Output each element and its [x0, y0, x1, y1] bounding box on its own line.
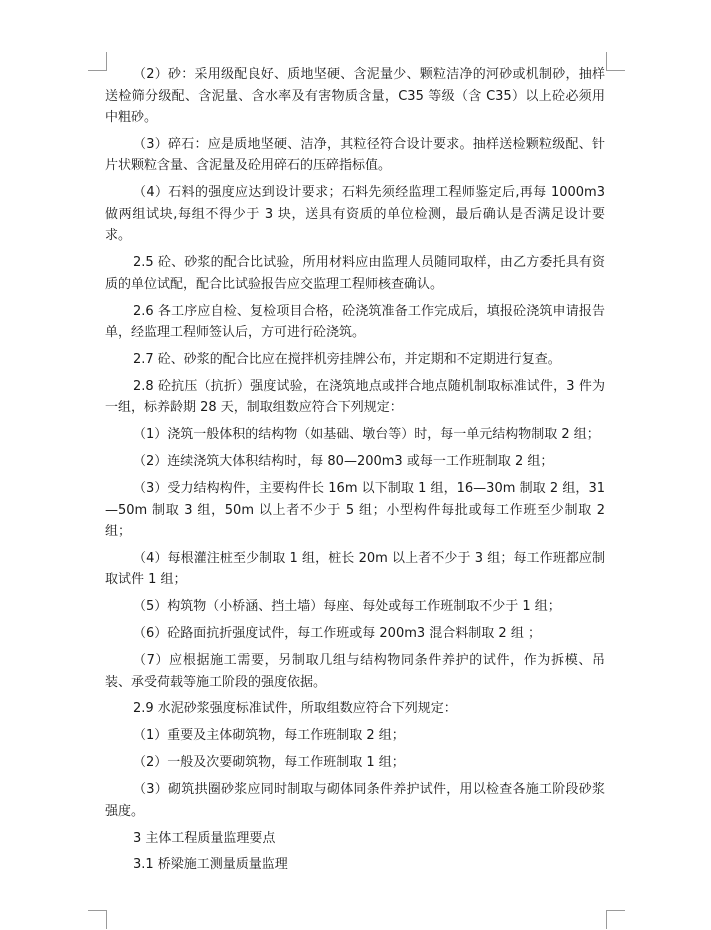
paragraph: （4）石料的强度应达到设计要求；石料先须经监理工程师鉴定后,再每 1000m3 做两组试块,每组不得少于 3 块，送具有资质的单位检测，最后确认是否满足设计要求。 [105, 185, 605, 244]
section-heading: 3 主体工程质量监理要点 [133, 830, 276, 846]
paragraph: （5）构筑物（小桥涵、挡土墙）每座、每处或每工作班制取不少于 1 组； [133, 599, 561, 615]
paragraph: （1）浇筑一般体积的结构物（如基础、墩台等）时，每一单元结构物制取 2 组； [133, 427, 600, 443]
page-corner-mark-top-right [606, 52, 625, 71]
paragraph: 2.9 水泥砂浆强度标准试件，所取组数应符合下列规定： [133, 701, 457, 717]
paragraph: （4）每根灌注桩至少制取 1 组，桩长 20m 以上者不少于 3 组；每工作班都应制取试件 1 组； [105, 550, 605, 588]
paragraph: 2.7 砼、砂浆的配合比应在搅拌机旁挂牌公布，并定期和不定期进行复查。 [133, 351, 561, 367]
paragraph: 2.6 各工序应自检、复检项目合格，砼浇筑准备工作完成后，填报砼浇筑申请报告单，经监理工程师签认后，方可进行砼浇筑。 [105, 303, 605, 341]
paragraph: （2）连续浇筑大体积结构时，每 80—200m3 或每一工作班制取 2 组； [133, 454, 554, 470]
paragraph: （6）砼路面抗折强度试件，每工作班或每 200m3 混合料制取 2 组 ； [133, 626, 541, 642]
paragraph: （2）一般及次要砌筑物，每工作班制取 1 组； [133, 755, 405, 771]
paragraph: 2.5 砼、砂浆的配合比试验，所用材料应由监理人员随同取样，由乙方委托具有资质的单位试配，配合比试验报告应交监理工程师核查确认。 [105, 255, 605, 292]
paragraph: （3）碎石：应是质地坚硬、洁净，其粒径符合设计要求。抽样送检颗粒级配、针片状颗粒含量、含泥量及砼用碎石的压碎指标值。 [105, 136, 605, 174]
page-corner-mark-bottom-left [88, 910, 107, 929]
page-corner-mark-bottom-right [606, 910, 625, 929]
paragraph: （7）应根据施工需要，另制取几组与结构物同条件养护的试件，作为拆模、吊装、承受荷载等施工阶段的强度依据。 [105, 653, 605, 690]
paragraph: 2.8 砼抗压（抗折）强度试验，在浇筑地点或拌合地点随机制取标准试件，3 件为一组，标养龄期 28 天，制取组数应符合下列规定： [105, 378, 605, 416]
document-body [105, 64, 605, 881]
paragraph: （2）砂：采用级配良好、质地坚硬、含泥量少、颗粒洁净的河砂或机制砂，抽样送检筛分级配、含泥量、含水率及有害物质含量，C35 等级（含 C35）以上砼必须用中粗砂。 [105, 67, 605, 125]
paragraph: （3）砌筑拱圈砂浆应同时制取与砌体同条件养护试件，用以检查各施工阶段砂浆强度。 [105, 782, 605, 819]
subsection-heading: 3.1 桥梁施工测量质量监理 [133, 857, 288, 873]
paragraph: （1）重要及主体砌筑物，每工作班制取 2 组； [133, 728, 405, 744]
paragraph: （3）受力结构构件，主要构件长 16m 以下制取 1 组，16—30m 制取 2 组，31—50m 制取 3 组，50m 以上者不少于 5 组；小型构件每批或每工作班至少制取 2 组； [105, 481, 605, 540]
